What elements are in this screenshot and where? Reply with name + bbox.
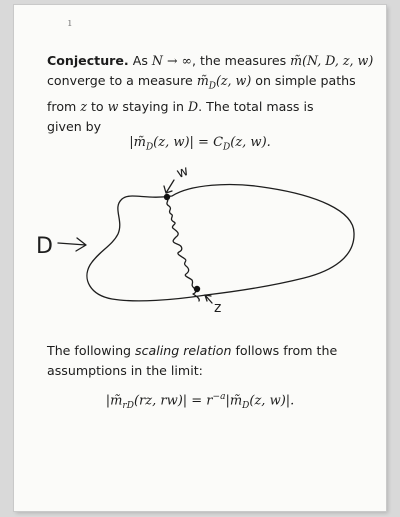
math-w: w — [107, 98, 119, 114]
point-w — [164, 194, 170, 200]
conjecture-text: to — [86, 98, 108, 114]
eq2-rhs-tail: (z, w)|. — [249, 393, 295, 409]
label-w: w — [174, 162, 191, 182]
conjecture-text: staying in — [118, 98, 189, 114]
math-subscript: D — [208, 81, 216, 92]
eq2-lhs-sub: rD — [122, 400, 134, 411]
eq2-lhs: |m̃ — [105, 393, 123, 409]
eq2-lhs-tail: (rz, rw)| = r — [133, 393, 213, 409]
scanned-page — [14, 5, 386, 511]
eq1-right-sub: D — [223, 142, 231, 153]
conjecture-text: . The total mass is — [198, 98, 314, 114]
conjecture-text: from — [47, 98, 81, 114]
eq1-left: |m̃ — [129, 135, 146, 150]
math-measure: m̃(N, D, z, w) — [290, 53, 374, 68]
z-arrow — [205, 295, 212, 303]
scaling-paragraph — [47, 341, 377, 381]
point-z — [194, 286, 200, 292]
eq2-rhs-sub: D — [242, 400, 250, 411]
math-limit-measure: m̃ — [196, 73, 209, 88]
math-d: D — [188, 98, 199, 114]
scaling-emphasis: scaling relation — [135, 343, 232, 358]
scaling-equation — [14, 392, 386, 411]
w-arrow — [164, 180, 174, 193]
scan-speck: ı — [68, 16, 72, 29]
eq1-left-tail: (z, w)| = C — [153, 135, 224, 150]
label-z: z — [214, 300, 222, 316]
domain-boundary — [87, 185, 354, 301]
label-d: D — [36, 234, 53, 259]
eq1-left-sub: D — [145, 142, 154, 153]
scaling-text: assumptions in the limit: — [47, 363, 203, 378]
conjecture-text: converge to a measure — [47, 73, 197, 88]
conjecture-text: , the measures — [192, 53, 291, 68]
math-n-limit: N → ∞ — [151, 53, 192, 68]
conjecture-text: As — [132, 53, 152, 68]
eq2-exponent: −a — [212, 392, 226, 402]
scaling-text: follows from the — [231, 343, 338, 358]
conjecture-lead: Conjecture. — [47, 53, 129, 68]
math-args: (z, w) — [215, 73, 252, 88]
scaling-text: The following — [47, 343, 136, 358]
conjecture-text: given by — [47, 118, 102, 134]
eq1-right-tail: (z, w). — [230, 135, 271, 150]
math-z: z — [80, 98, 87, 114]
d-arrow — [58, 238, 86, 251]
random-path — [167, 198, 199, 301]
conjecture-text: on simple paths — [251, 73, 356, 88]
eq2-rhs: |m̃ — [225, 393, 243, 409]
domain-sketch — [14, 5, 386, 511]
